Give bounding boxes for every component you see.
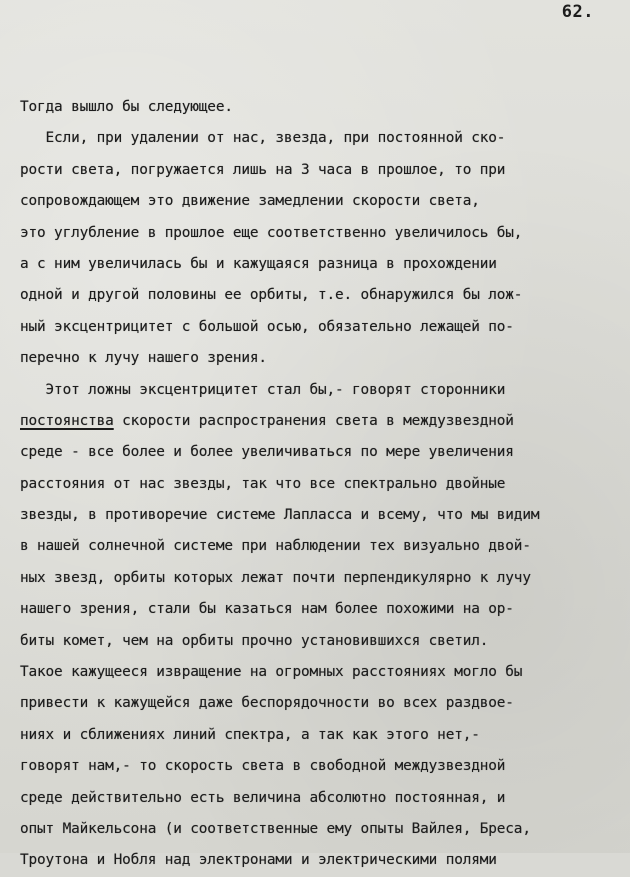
text-line: ниях и сближениях линий спектра, а так как этого нет,- — [20, 726, 480, 743]
text-line: это углубление в прошлое еще соответственно увеличилось бы, — [20, 224, 523, 241]
text-line: в нашей солнечной системе при наблюдении тех визуально двой- — [20, 538, 531, 555]
text-line: говорят нам,- то скорость света в свободной междузвездной — [20, 758, 506, 775]
text-line: расстояния от нас звезды, так что все спектрально двойные — [20, 475, 506, 492]
text-line: опыт Майкельсона (и соответственные ему опыты Вайлея, Бреса, — [20, 820, 531, 837]
text-line: Троутона и Нобля над электронами и электрическими полями — [20, 852, 497, 869]
text-line: Если, при удалении от нас, звезда, при постоянной ско- — [20, 130, 506, 147]
underlined-word: постоянства — [20, 412, 114, 429]
text-line: биты комет, чем на орбиты прочно установившихся светил. — [20, 632, 489, 649]
text-line: ных звезд, орбиты которых лежат почти перпендикулярно к лучу — [20, 569, 531, 586]
text-line: привести к кажущейся даже беспорядочности во всех раздвое- — [20, 695, 514, 712]
text-line: Тогда вышло бы следующее. — [20, 99, 233, 115]
text-line-underlined — [20, 406, 625, 437]
text-line: одной и другой половины ее орбиты, т.е. обнаружился бы лож- — [20, 287, 523, 304]
text-line: нашего зрения, стали бы казаться нам более похожими на ор- — [20, 601, 514, 618]
text-line: рости света, погружается лишь на 3 часа в прошлое, то при — [20, 161, 506, 178]
text-line: звезды, в противоречие системе Лапласса и всему, что мы видим — [20, 507, 540, 524]
text-line: перечно к лучу нашего зрения. — [20, 350, 267, 367]
text-line: среде - все более и более увеличиваться по мере увеличения — [20, 444, 514, 461]
text-line: а с ним увеличилась бы и кажущаяся разница в прохождении — [20, 255, 497, 272]
text-line-rest: скорости распространения света в междузвездной — [113, 412, 514, 429]
body-text — [20, 92, 625, 877]
text-line: среде действительно есть величина абсолютно постоянная, и — [20, 789, 506, 806]
text-line: ный эксцентрицитет с большой осью, обязательно лежащей по- — [20, 318, 514, 335]
text-line: сопровождающем это движение замедлении скорости света, — [20, 193, 480, 210]
text-line: Такое кажущееся извращение на огромных расстояниях могло бы — [20, 664, 523, 681]
text-line: Этот ложны эксцентрицитет стал бы,- говорят сторонники — [20, 381, 506, 398]
page-number: 62. — [561, 2, 594, 22]
